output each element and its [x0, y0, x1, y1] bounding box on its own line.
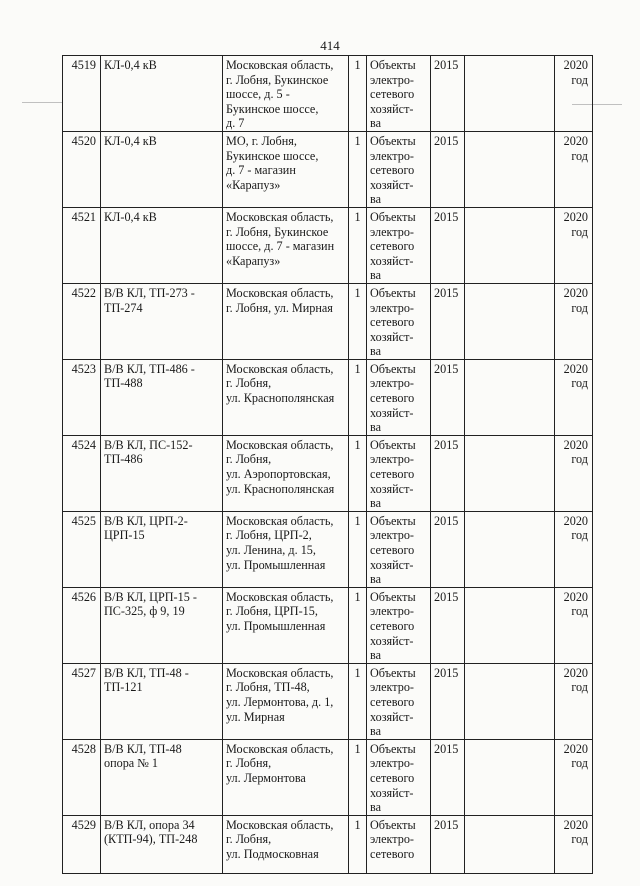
year-end-line: 2020: [563, 361, 588, 376]
object-name-line: ТП-486: [104, 452, 143, 467]
year-end-line: год: [571, 376, 588, 391]
year-start: 2015: [431, 587, 465, 663]
object-category-line: Объекты: [370, 285, 416, 300]
empty-cell: [465, 663, 555, 739]
object-category-line: ва: [370, 192, 382, 207]
object-name: [101, 131, 223, 207]
object-address-line: Московская область,: [226, 361, 334, 376]
object-category-line: сетевого: [370, 87, 415, 102]
object-name-line: КЛ-0,4 кВ: [104, 58, 157, 72]
object-address-line: шоссе, д. 7 - магазин: [226, 239, 335, 254]
object-name-line: В/В КЛ, ТП-273 -: [104, 285, 195, 300]
empty-cell: [465, 739, 555, 815]
object-category-line: Объекты: [370, 58, 416, 72]
object-category-line: хозяйст-: [370, 253, 414, 268]
object-address-line: ул. Аэропортовская,: [226, 467, 331, 482]
object-category-line: Объекты: [370, 209, 416, 224]
object-category-line: хозяйст-: [370, 709, 414, 724]
object-category-line: хозяйст-: [370, 101, 414, 116]
object-category-line: Объекты: [370, 741, 416, 756]
empty-cell: [465, 56, 555, 132]
object-category-line: электро-: [370, 680, 414, 695]
object-address: [223, 359, 349, 435]
object-category-line: ва: [370, 496, 382, 511]
table-row: [63, 359, 593, 435]
object-address-line: шоссе, д. 5 -: [226, 87, 290, 102]
quantity: 1: [349, 131, 367, 207]
object-category: [367, 739, 431, 815]
year-end-line: год: [571, 680, 588, 695]
object-address-line: «Карапуз»: [226, 177, 281, 192]
object-address-line: ул. Мирная: [226, 709, 285, 724]
table-row: [63, 283, 593, 359]
year-start: 2015: [431, 663, 465, 739]
year-end: [555, 511, 593, 587]
row-number: 4525: [63, 511, 101, 587]
row-number: 4529: [63, 815, 101, 873]
object-address: [223, 435, 349, 511]
object-name-line: ТП-488: [104, 376, 143, 391]
year-end-line: 2020: [563, 437, 588, 452]
object-category-line: ва: [370, 648, 382, 663]
object-address-line: Московская область,: [226, 285, 334, 300]
object-category: [367, 815, 431, 873]
object-address-line: Московская область,: [226, 589, 334, 604]
object-address-line: г. Лобня, ул. Мирная: [226, 300, 333, 315]
object-category-line: сетевого: [370, 770, 415, 785]
object-name: [101, 511, 223, 587]
object-address: [223, 739, 349, 815]
object-category-line: ва: [370, 420, 382, 435]
object-address-line: ул. Промышленная: [226, 557, 326, 572]
object-category-line: хозяйст-: [370, 405, 414, 420]
empty-cell: [465, 815, 555, 873]
table-row: [63, 131, 593, 207]
object-address-line: Московская область,: [226, 513, 334, 528]
object-category-line: ва: [370, 572, 382, 587]
object-address-line: Букинское шоссе,: [226, 148, 319, 163]
object-address-line: ул. Лермонтова, д. 1,: [226, 694, 334, 709]
year-end: [555, 131, 593, 207]
object-name: [101, 587, 223, 663]
object-address-line: г. Лобня,: [226, 376, 272, 391]
empty-cell: [465, 587, 555, 663]
object-name: [101, 815, 223, 873]
object-name: [101, 56, 223, 132]
year-end-line: 2020: [563, 589, 588, 604]
object-category-line: электро-: [370, 224, 414, 239]
object-address-line: г. Лобня,: [226, 452, 272, 467]
quantity: 1: [349, 435, 367, 511]
object-name-line: В/В КЛ, ТП-48 -: [104, 665, 189, 680]
object-address-line: ул. Краснополянская: [226, 391, 335, 406]
object-category-line: хозяйст-: [370, 481, 414, 496]
object-category-line: хозяйст-: [370, 329, 414, 344]
year-end: [555, 587, 593, 663]
quantity: 1: [349, 511, 367, 587]
object-address-line: Московская область,: [226, 665, 334, 680]
object-name-line: В/В КЛ, ТП-48: [104, 741, 182, 756]
table-row: [63, 435, 593, 511]
empty-cell: [465, 359, 555, 435]
table-row: [63, 511, 593, 587]
year-start: 2015: [431, 283, 465, 359]
object-address-line: Московская область,: [226, 209, 334, 224]
object-address-line: д. 7: [226, 116, 245, 131]
object-category-line: ва: [370, 116, 382, 131]
object-name-line: ПС-325, ф 9, 19: [104, 604, 185, 619]
object-category-line: сетевого: [370, 543, 415, 557]
object-name-line: В/В КЛ, опора 34: [104, 817, 195, 832]
year-start: 2015: [431, 815, 465, 873]
object-category-line: электро-: [370, 300, 414, 315]
table-row: [63, 663, 593, 739]
object-address-line: г. Лобня, Букинское: [226, 224, 329, 239]
object-address-line: МО, г. Лобня,: [226, 133, 297, 148]
object-address: [223, 131, 349, 207]
object-category-line: Объекты: [370, 589, 416, 604]
object-category: [367, 359, 431, 435]
object-address-line: г. Лобня,: [226, 832, 272, 847]
object-address-line: ул. Ленина, д. 15,: [226, 543, 316, 557]
object-name-line: В/В КЛ, ЦРП-2-: [104, 513, 188, 528]
year-start: 2015: [431, 511, 465, 587]
object-category-line: электро-: [370, 72, 414, 87]
object-category-line: Объекты: [370, 513, 416, 528]
object-category-line: Объекты: [370, 817, 416, 832]
row-number: 4528: [63, 739, 101, 815]
object-category: [367, 283, 431, 359]
object-category-line: электро-: [370, 148, 414, 163]
year-end-line: год: [571, 224, 588, 239]
object-address-line: «Карапуз»: [226, 253, 281, 268]
page-number: 414: [320, 38, 340, 53]
year-end-line: 2020: [563, 58, 588, 72]
object-address-line: ул. Лермонтова: [226, 770, 306, 785]
year-start: 2015: [431, 56, 465, 132]
object-address-line: ул. Промышленная: [226, 618, 326, 633]
object-category-line: Объекты: [370, 665, 416, 680]
object-address: [223, 663, 349, 739]
object-category-line: ва: [370, 724, 382, 739]
object-category-line: ва: [370, 800, 382, 815]
row-number: 4519: [63, 56, 101, 132]
object-address-line: д. 7 - магазин: [226, 163, 296, 178]
object-category-line: хозяйст-: [370, 633, 414, 648]
object-address-line: Московская область,: [226, 817, 334, 832]
year-end-line: 2020: [563, 817, 588, 832]
object-address-line: г. Лобня, Букинское: [226, 72, 329, 87]
object-category-line: электро-: [370, 528, 414, 543]
object-category: [367, 56, 431, 132]
object-address-line: Московская область,: [226, 437, 334, 452]
object-address-line: г. Лобня, ЦРП-15,: [226, 604, 318, 619]
object-address: [223, 815, 349, 873]
object-category-line: хозяйст-: [370, 785, 414, 800]
table-row: [63, 815, 593, 873]
year-start: 2015: [431, 131, 465, 207]
year-end-line: 2020: [563, 741, 588, 756]
object-address-line: г. Лобня, ЦРП-2,: [226, 528, 312, 543]
year-end: [555, 435, 593, 511]
object-address-line: ул. Подмосковная: [226, 846, 319, 861]
year-end-line: год: [571, 756, 588, 771]
object-category: [367, 207, 431, 283]
year-end-line: 2020: [563, 209, 588, 224]
year-end: [555, 663, 593, 739]
row-number: 4520: [63, 131, 101, 207]
object-category-line: сетевого: [370, 694, 415, 709]
year-end-line: год: [571, 148, 588, 163]
empty-cell: [465, 207, 555, 283]
year-end: [555, 359, 593, 435]
object-category-line: Объекты: [370, 437, 416, 452]
empty-cell: [465, 283, 555, 359]
object-name-line: В/В КЛ, ПС-152-: [104, 437, 193, 452]
table-row: [63, 587, 593, 663]
object-name-line: опора № 1: [104, 756, 159, 771]
row-number: 4521: [63, 207, 101, 283]
object-category-line: ва: [370, 344, 382, 359]
object-category: [367, 663, 431, 739]
quantity: 1: [349, 56, 367, 132]
object-name: [101, 739, 223, 815]
table-body: [63, 56, 593, 874]
object-category-line: сетевого: [370, 315, 415, 330]
row-number: 4523: [63, 359, 101, 435]
object-category-line: электро-: [370, 376, 414, 391]
object-category: [367, 587, 431, 663]
object-category-line: ва: [370, 268, 382, 283]
table-row: [63, 739, 593, 815]
table-row: [63, 56, 593, 132]
year-start: 2015: [431, 435, 465, 511]
object-category-line: сетевого: [370, 846, 415, 861]
quantity: 1: [349, 815, 367, 873]
quantity: 1: [349, 663, 367, 739]
quantity: 1: [349, 587, 367, 663]
year-end-line: 2020: [563, 513, 588, 528]
object-name: [101, 663, 223, 739]
quantity: 1: [349, 283, 367, 359]
object-name: [101, 435, 223, 511]
object-name-line: КЛ-0,4 кВ: [104, 209, 157, 224]
object-category-line: хозяйст-: [370, 177, 414, 192]
object-category-line: хозяйст-: [370, 557, 414, 572]
year-start: 2015: [431, 207, 465, 283]
object-name-line: (КТП-94), ТП-248: [104, 832, 198, 847]
empty-cell: [465, 131, 555, 207]
object-name-line: ЦРП-15: [104, 528, 145, 543]
object-category-line: сетевого: [370, 163, 415, 178]
year-end-line: год: [571, 528, 588, 543]
object-category-line: Объекты: [370, 361, 416, 376]
object-address-line: Московская область,: [226, 58, 334, 72]
quantity: 1: [349, 207, 367, 283]
object-address: [223, 207, 349, 283]
quantity: 1: [349, 739, 367, 815]
year-end: [555, 207, 593, 283]
object-name: [101, 283, 223, 359]
object-category-line: сетевого: [370, 239, 415, 254]
year-end-line: 2020: [563, 133, 588, 148]
table-row: [63, 207, 593, 283]
object-name: [101, 359, 223, 435]
object-address-line: г. Лобня, ТП-48,: [226, 680, 310, 695]
year-end-line: 2020: [563, 285, 588, 300]
row-number: 4526: [63, 587, 101, 663]
object-name-line: ТП-274: [104, 300, 143, 315]
object-category: [367, 131, 431, 207]
object-name-line: В/В КЛ, ТП-486 -: [104, 361, 195, 376]
scan-artifact-left: [22, 102, 62, 103]
object-address-line: г. Лобня,: [226, 756, 272, 771]
year-end-line: год: [571, 604, 588, 619]
year-end: [555, 56, 593, 132]
object-address: [223, 283, 349, 359]
object-address: [223, 587, 349, 663]
object-category-line: электро-: [370, 756, 414, 771]
empty-cell: [465, 435, 555, 511]
registry-table: [62, 55, 593, 874]
object-category-line: электро-: [370, 452, 414, 467]
object-category-line: сетевого: [370, 618, 415, 633]
object-category-line: электро-: [370, 832, 414, 847]
object-address-line: Букинское шоссе,: [226, 101, 319, 116]
quantity: 1: [349, 359, 367, 435]
object-address: [223, 511, 349, 587]
year-end: [555, 739, 593, 815]
object-address-line: ул. Краснополянская: [226, 481, 335, 496]
empty-cell: [465, 511, 555, 587]
year-end: [555, 815, 593, 873]
year-end-line: год: [571, 452, 588, 467]
object-name: [101, 207, 223, 283]
row-number: 4524: [63, 435, 101, 511]
object-address-line: Московская область,: [226, 741, 334, 756]
row-number: 4527: [63, 663, 101, 739]
object-category-line: электро-: [370, 604, 414, 619]
year-start: 2015: [431, 739, 465, 815]
object-name-line: ТП-121: [104, 680, 143, 695]
object-name-line: КЛ-0,4 кВ: [104, 133, 157, 148]
year-end-line: год: [571, 300, 588, 315]
year-end-line: 2020: [563, 665, 588, 680]
object-name-line: В/В КЛ, ЦРП-15 -: [104, 589, 197, 604]
object-category-line: Объекты: [370, 133, 416, 148]
year-end-line: год: [571, 832, 588, 847]
year-end-line: год: [571, 72, 588, 87]
year-end: [555, 283, 593, 359]
object-category-line: сетевого: [370, 467, 415, 482]
object-address: [223, 56, 349, 132]
object-category: [367, 435, 431, 511]
object-category: [367, 511, 431, 587]
year-start: 2015: [431, 359, 465, 435]
object-category-line: сетевого: [370, 391, 415, 406]
row-number: 4522: [63, 283, 101, 359]
